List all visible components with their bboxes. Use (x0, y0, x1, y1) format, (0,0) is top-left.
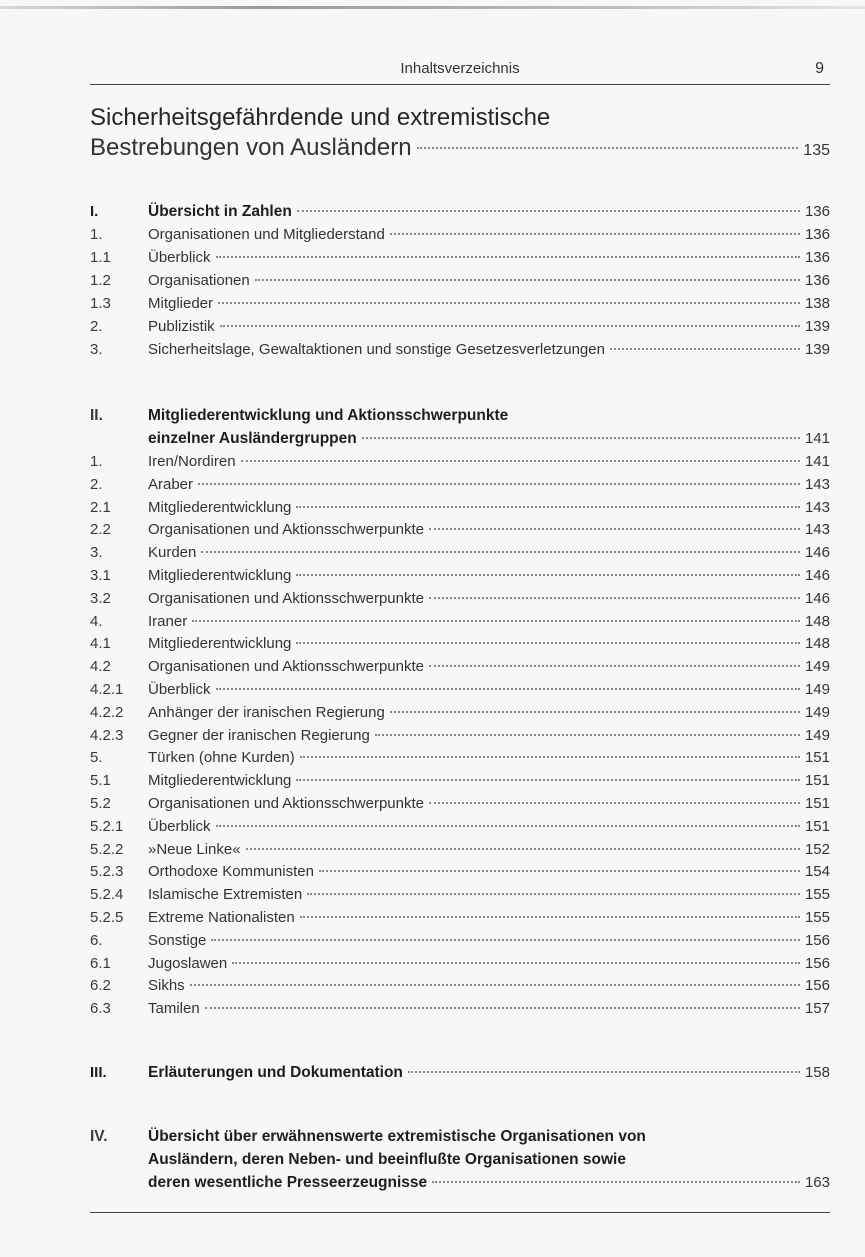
dot-leader (432, 1181, 800, 1183)
entry-title: »Neue Linke« (148, 840, 241, 858)
entry-title: Überblick (148, 249, 211, 266)
entry-title: Organisationen und Aktionsschwerpunkte (148, 658, 425, 676)
toc-section-heading-cont[interactable] (90, 1174, 830, 1197)
dot-leader (198, 483, 800, 485)
toc-entry[interactable] (90, 499, 830, 522)
toc-entry[interactable] (90, 295, 830, 318)
toc-section-heading[interactable] (90, 1064, 830, 1087)
entry-number: 6. (90, 931, 103, 949)
toc-entry[interactable] (90, 613, 830, 636)
toc-entry[interactable] (90, 249, 830, 272)
toc-entry[interactable] (90, 863, 830, 886)
entry-number: 2. (90, 318, 103, 335)
dot-leader (296, 506, 800, 508)
section-number: II. (90, 407, 103, 424)
dot-leader (429, 802, 800, 804)
entry-page: 139 (804, 341, 830, 358)
entry-page: 138 (804, 295, 830, 312)
section-number: III. (90, 1064, 107, 1081)
dot-leader (218, 302, 800, 304)
toc-section-heading[interactable] (90, 407, 830, 430)
entry-page: 136 (804, 226, 830, 243)
dot-leader (241, 460, 800, 462)
entry-title: Publizistik (148, 318, 215, 335)
dot-leader (216, 688, 800, 690)
entry-page: 146 (804, 567, 830, 584)
entry-title: Türken (ohne Kurden) (148, 749, 295, 767)
dot-leader (190, 984, 800, 986)
entry-number: 4.2 (90, 658, 111, 676)
entry-title: Orthodoxe Kommunisten (148, 863, 314, 881)
entry-page: 156 (804, 954, 830, 972)
entry-title: Organisationen und Aktionsschwerpunkte (148, 795, 425, 812)
entry-number: 6.1 (90, 954, 111, 972)
chapter-title-line-1: Sicherheitsgefährdende und extremistische (90, 104, 551, 131)
entry-title: Organisationen und Aktionsschwerpunkte (148, 521, 425, 539)
toc-entry[interactable] (90, 704, 830, 727)
dot-leader (307, 893, 800, 895)
entry-page: 155 (804, 886, 830, 904)
entry-title: Anhänger der iranischen Regierung (148, 703, 385, 721)
entry-number: 1.2 (90, 272, 111, 289)
dot-leader (201, 551, 800, 553)
section-title: Übersicht in Zahlen (148, 203, 292, 220)
dot-leader (220, 325, 800, 327)
entry-number: 5.2.1 (90, 817, 124, 835)
entry-page: 141 (804, 453, 830, 470)
entry-page: 149 (804, 726, 830, 744)
section-title-line-3: deren wesentliche Presseerzeugnisse (148, 1174, 428, 1191)
entry-title: Organisationen und Mitgliederstand (148, 226, 385, 243)
entry-page: 143 (804, 475, 830, 493)
section-title-line-2: Ausländern, deren Neben- und beeinflußte Organisationen sowie (148, 1151, 626, 1168)
entry-page: 149 (804, 658, 830, 676)
dot-leader (375, 734, 800, 736)
chapter-page: 135 (803, 142, 830, 159)
entry-number: 6.2 (90, 977, 111, 995)
dot-leader (246, 848, 800, 850)
section-title: Erläuterungen und Dokumentation (148, 1064, 403, 1081)
entry-page: 146 (804, 544, 830, 562)
entry-number: 3. (90, 544, 103, 562)
section-title-line-2: einzelner Ausländergruppen (148, 430, 357, 447)
dot-leader (216, 256, 800, 258)
toc-entry[interactable] (90, 272, 830, 295)
toc-entry[interactable] (90, 318, 830, 341)
entry-title: Organisationen (148, 272, 250, 289)
entry-number: 4.1 (90, 635, 111, 653)
entry-number: 4.2.1 (90, 681, 124, 698)
entry-title: Gegner der iranischen Regierung (148, 726, 370, 744)
dot-leader (211, 939, 800, 941)
toc-entry[interactable] (90, 749, 830, 772)
toc-entry[interactable] (90, 544, 830, 567)
toc-entry[interactable] (90, 955, 830, 978)
entry-number: 4.2.2 (90, 703, 124, 721)
chapter-title-line-2: Bestrebungen von Ausländern (90, 134, 412, 161)
entry-page: 146 (804, 589, 830, 607)
entry-number: 5.2.4 (90, 886, 124, 904)
entry-page: 151 (804, 795, 830, 812)
dot-leader (192, 620, 800, 622)
toc-section-heading[interactable] (90, 203, 830, 226)
entry-page: 149 (804, 681, 830, 698)
toc-entry[interactable] (90, 841, 830, 864)
dot-leader (296, 574, 800, 576)
toc-entry[interactable] (90, 727, 830, 750)
entry-page: 136 (804, 272, 830, 289)
entry-number: 5.2.2 (90, 840, 124, 858)
entry-page: 157 (804, 1000, 830, 1018)
entry-number: 4. (90, 612, 103, 630)
toc-entry[interactable] (90, 818, 830, 841)
toc-entry[interactable] (90, 772, 830, 795)
entry-number: 5.1 (90, 772, 111, 790)
dot-leader (417, 147, 799, 149)
entry-title: Sikhs (148, 977, 185, 995)
dot-leader (255, 279, 800, 281)
entry-page: 156 (804, 977, 830, 995)
dot-leader (362, 437, 800, 439)
toc-entry[interactable] (90, 681, 830, 704)
toc-entry[interactable] (90, 635, 830, 658)
toc-entry[interactable] (90, 341, 830, 364)
section-number: IV. (90, 1128, 108, 1145)
entry-page: 156 (804, 931, 830, 949)
toc-section-heading[interactable] (90, 1128, 830, 1151)
entry-title: Überblick (148, 681, 211, 698)
dot-leader (300, 916, 800, 918)
entry-number: 2. (90, 475, 103, 493)
entry-title: Islamische Extremisten (148, 886, 303, 904)
dot-leader (297, 210, 800, 212)
dot-leader (232, 962, 800, 964)
toc-entry[interactable] (90, 590, 830, 613)
dot-leader (216, 825, 800, 827)
section-number: I. (90, 203, 99, 220)
entry-number: 1.3 (90, 295, 111, 312)
dot-leader (610, 348, 800, 350)
section-page: 163 (804, 1174, 830, 1191)
entry-page: 148 (804, 612, 830, 630)
entry-number: 2.2 (90, 521, 111, 539)
toc-entry[interactable] (90, 909, 830, 932)
running-title: Inhaltsverzeichnis (400, 60, 520, 77)
entry-page: 139 (804, 318, 830, 335)
entry-title: Extreme Nationalisten (148, 909, 295, 926)
toc-entry[interactable] (90, 1000, 830, 1023)
entry-title: Kurden (148, 544, 197, 562)
section-page: 141 (804, 430, 830, 447)
dot-leader (296, 779, 800, 781)
dot-leader (205, 1007, 800, 1009)
entry-number: 3.2 (90, 589, 111, 607)
entry-number: 1.1 (90, 249, 111, 266)
entry-number: 5.2 (90, 795, 111, 812)
section-page: 136 (804, 203, 830, 220)
entry-page: 152 (804, 840, 830, 858)
entry-title: Mitglieder (148, 295, 214, 312)
entry-page: 136 (804, 249, 830, 266)
entry-title: Iraner (148, 612, 188, 630)
toc-entry[interactable] (90, 658, 830, 681)
entry-number: 2.1 (90, 498, 111, 516)
entry-number: 1. (90, 226, 103, 243)
page-number: 9 (815, 60, 824, 77)
entry-title: Mitgliederentwicklung (148, 567, 292, 584)
entry-page: 155 (804, 909, 830, 926)
running-header (90, 58, 830, 85)
toc-entry[interactable] (90, 476, 830, 499)
toc-entry[interactable] (90, 521, 830, 544)
entry-page: 149 (804, 703, 830, 721)
footer-rule (90, 1212, 830, 1213)
entry-title: Araber (148, 475, 194, 493)
toc-entry[interactable] (90, 977, 830, 1000)
toc-entry[interactable] (90, 226, 830, 249)
dot-leader (296, 642, 800, 644)
entry-page: 143 (804, 498, 830, 516)
entry-title: Iren/Nordiren (148, 453, 236, 470)
entry-page: 154 (804, 863, 830, 881)
toc-entry[interactable] (90, 795, 830, 818)
entry-title: Überblick (148, 817, 211, 835)
section-page: 158 (804, 1064, 830, 1081)
entry-number: 3.1 (90, 567, 111, 584)
dot-leader (429, 665, 800, 667)
entry-number: 1. (90, 453, 103, 470)
entry-title: Mitgliederentwicklung (148, 635, 292, 653)
entry-page: 151 (804, 772, 830, 790)
toc-entry[interactable] (90, 453, 830, 476)
dot-leader (390, 711, 800, 713)
entry-number: 5.2.3 (90, 863, 124, 881)
chapter-title (90, 103, 830, 166)
entry-number: 4.2.3 (90, 726, 124, 744)
entry-page: 151 (804, 749, 830, 767)
section-title-line-1: Übersicht über erwähnenswerte extremistische Organisationen von (148, 1128, 646, 1145)
toc-entry[interactable] (90, 567, 830, 590)
entry-title: Mitgliederentwicklung (148, 772, 292, 790)
entry-number: 3. (90, 341, 103, 358)
toc-entry[interactable] (90, 932, 830, 955)
dot-leader (390, 233, 800, 235)
toc-section-heading-cont[interactable] (90, 430, 830, 453)
entry-number: 6.3 (90, 1000, 111, 1018)
dot-leader (319, 870, 800, 872)
section-title-line-1: Mitgliederentwicklung und Aktionsschwerpunkte (148, 407, 509, 424)
entry-page: 148 (804, 635, 830, 653)
dot-leader (429, 528, 800, 530)
entry-number: 5.2.5 (90, 909, 124, 926)
entry-title: Sicherheitslage, Gewaltaktionen und sonstige Gesetzesverletzungen (148, 341, 605, 358)
entry-page: 143 (804, 521, 830, 539)
toc-entry[interactable] (90, 886, 830, 909)
entry-title: Sonstige (148, 931, 207, 949)
entry-title: Tamilen (148, 1000, 200, 1018)
entry-title: Organisationen und Aktionsschwerpunkte (148, 589, 425, 607)
entry-number: 5. (90, 749, 103, 767)
dot-leader (300, 756, 800, 758)
dot-leader (408, 1071, 800, 1073)
scan-edge-line (0, 6, 865, 9)
dot-leader (429, 597, 800, 599)
entry-title: Mitgliederentwicklung (148, 498, 292, 516)
entry-page: 151 (804, 817, 830, 835)
entry-title: Jugoslawen (148, 954, 228, 972)
